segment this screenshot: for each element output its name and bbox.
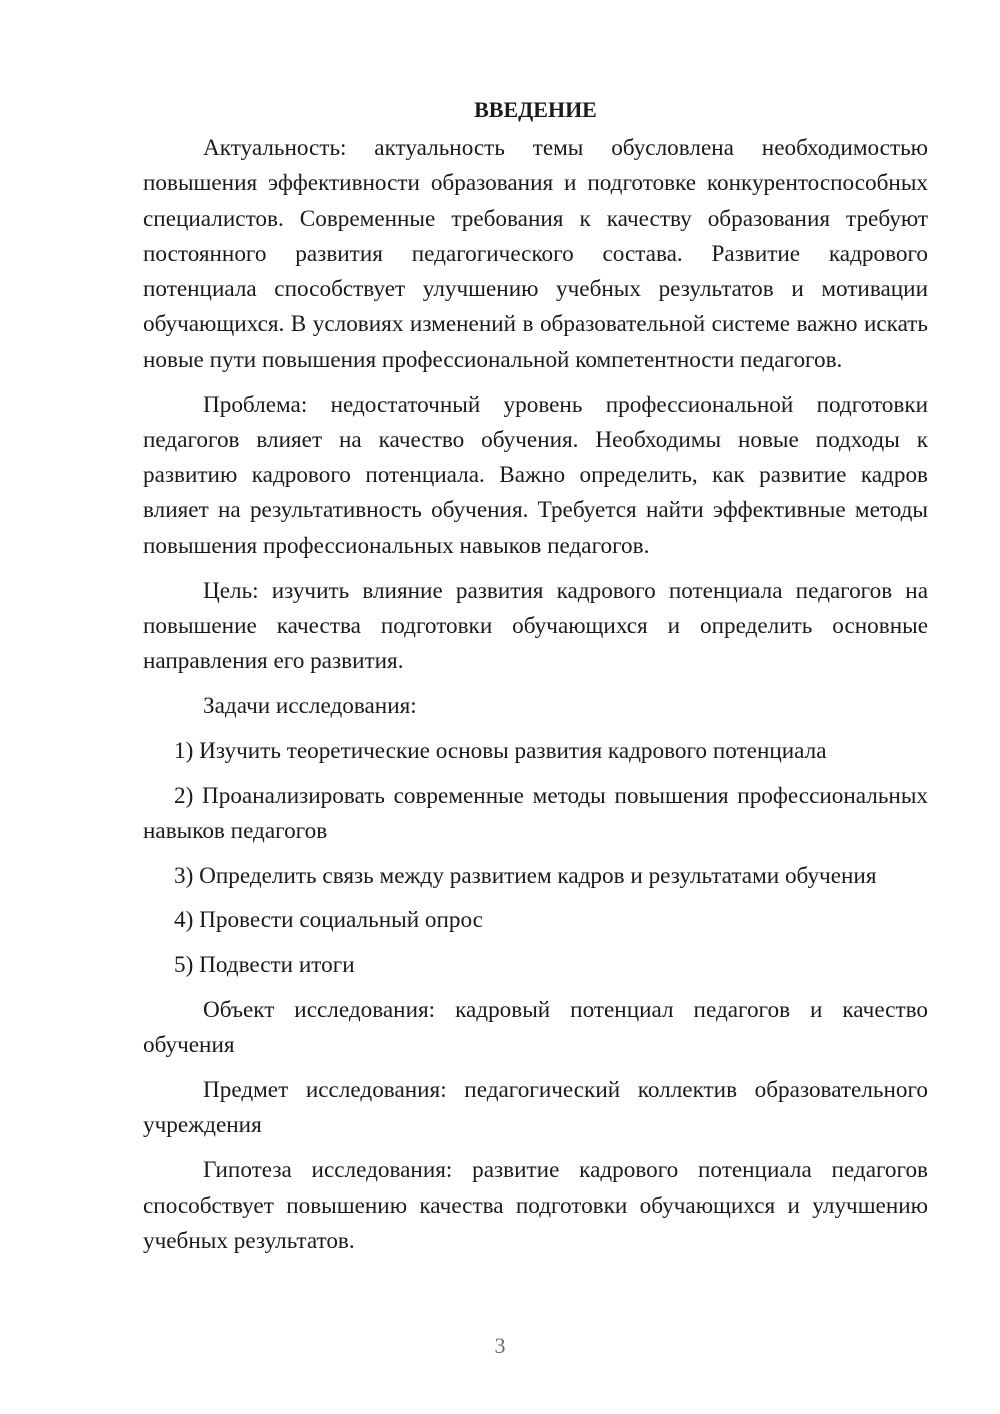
hypothesis-paragraph: Гипотеза исследования: развитие кадрового потенциала педагогов способствует повышению качества подготовки обучающихся и улучшению учебных результатов. [143, 1157, 928, 1254]
task-item-4: 4) Провести социальный опрос [174, 907, 483, 934]
subject-paragraph: Предмет исследования: педагогический коллектив образовательного учреждения [143, 1077, 928, 1139]
tasks-heading: Задачи исследования: [203, 692, 417, 719]
section-title: ВВЕДЕНИЕ [474, 97, 597, 122]
task-item-3: 3) Определить связь между развитием кадров и результатами обучения [174, 862, 877, 889]
task-item-1: 1) Изучить теоретические основы развития кадрового потенциала [174, 737, 827, 764]
page-number: 3 [494, 1333, 506, 1358]
relevance-paragraph: Актуальность: актуальность темы обусловлена необходимостью повышения эффективности образования и подготовке конкурентоспособных специалистов. Современные требования к качеству образования требуют постоянного развития педагогического состава. Развитие кадрового потенциала способствует улучшению учебных результатов и мотивации обучающихся. В условиях изменений в образовательной системе важно искать новые пути повышения профессиональной компетентности педагогов. [143, 135, 928, 373]
object-paragraph: Объект исследования: кадровый потенциал педагогов и качество обучения [143, 997, 928, 1059]
task-item-2: 2) Проанализировать современные методы повышения профессиональных навыков педагогов [143, 782, 928, 844]
page-content [143, 92, 928, 1259]
task-item-5: 5) Подвести итоги [174, 952, 355, 979]
goal-paragraph: Цель: изучить влияние развития кадрового потенциала педагогов на повышение качества подготовки обучающихся и определить основные направления его развития. [143, 577, 928, 675]
problem-paragraph: Проблема: недостаточный уровень профессиональной подготовки педагогов влияет на качество обучения. Необходимы новые подходы к развитию кадрового потенциала. Важно определить, как развитие кадров влияет на результативность обучения. Требуется найти эффективные методы повышения профессиональных навыков педагогов. [143, 391, 928, 559]
